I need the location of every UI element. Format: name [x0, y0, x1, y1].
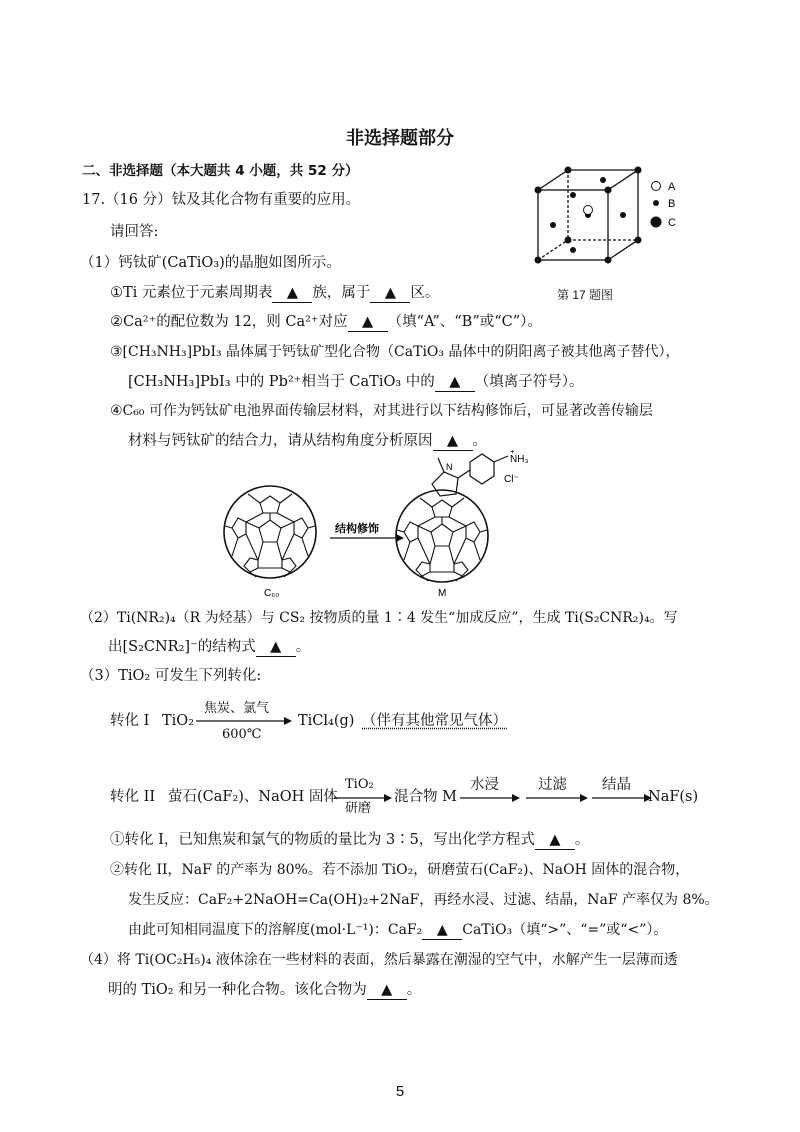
legend-c: C — [668, 217, 676, 229]
q17-part1-intro: （1）钙钛矿(CaTiO₃)的晶胞如图所示。 — [80, 255, 341, 271]
svg-text:Cl⁻: Cl⁻ — [504, 474, 519, 485]
svg-text:NH₃: NH₃ — [510, 454, 529, 465]
conv2-grind: 研磨 — [345, 801, 372, 816]
q17-1-4b: 材料与钙钛矿的结合力，请从结构角度分析原因 ▲ 。 — [128, 433, 487, 449]
conv1-temperature: 600℃ — [222, 727, 262, 742]
q17-part2a: （2）Ti(NR₂)₄（R 为烃基）与 CS₂ 按物质的量 1∶4 发生“加成反应”，生成 Ti(S₂CNR₂)₄。写 — [80, 610, 678, 626]
arrow-label: 结构修饰 — [335, 523, 379, 535]
m-label: M — [438, 588, 447, 599]
legend-a: A — [668, 181, 676, 193]
answer-blank[interactable]: ▲ — [272, 284, 312, 303]
q17-part4b: 明的 TiO₂ 和另一种化合物。该化合物为 ▲ 。 — [108, 982, 422, 998]
svg-text:+: + — [510, 450, 515, 456]
c60-modification-figure — [220, 450, 560, 600]
conv1-product: TiCl₄(g) — [298, 713, 355, 729]
conv2-crystallize: 结晶 — [602, 777, 631, 793]
q17-part4a: （4）将 Ti(OC₂H₅)₄ 液体涂在一些材料的表面，然后暴露在潮湿的空气中，水解产生一层薄而透 — [80, 952, 678, 968]
q17-part2b: 出[S₂CNR₂]⁻的结构式 ▲ 。 — [108, 639, 311, 655]
conv1-condition: 焦炭、氯气 — [204, 701, 270, 716]
q17-3-2b: 发生反应：CaF₂+2NaOH=Ca(OH)₂+2NaF，再经水浸、过滤、结晶，NaF 产率仅为 8%。 — [128, 892, 719, 908]
page-number: 5 — [395, 1083, 405, 1100]
q17-1-3b: [CH₃NH₃]PbI₃ 中的 Pb²⁺相当于 CaTiO₃ 中的 ▲ （填离子符号）。 — [128, 374, 584, 390]
q17-3-2c: 由此可知相同温度下的溶解度(mol·L⁻¹)：CaF₂ ▲ CaTiO₃（填“>”、“=”或“<”）。 — [128, 922, 668, 938]
q17-1-2: ②Ca²⁺的配位数为 12，则 Ca²⁺对应 ▲ （填“A”、“B”或“C”）。 — [110, 314, 542, 330]
q17-1-3a: ③[CH₃NH₃]PbI₃ 晶体属于钙钛矿型化合物（CaTiO₃ 晶体中的阴阳离子被其他离子替代）， — [110, 344, 680, 360]
answer-blank[interactable]: ▲ — [535, 831, 575, 850]
page-title: 非选择题部分 — [346, 128, 454, 149]
conv2-catalyst: TiO₂ — [345, 777, 374, 792]
answer-blank[interactable]: ▲ — [367, 981, 407, 1000]
q17-stem: 17.（16 分）钛及其化合物有重要的应用。 — [82, 192, 361, 208]
conv2-mixture: 混合物 M — [394, 789, 457, 805]
conv2-product: NaF(s) — [648, 789, 699, 805]
c60-label: C₆₀ — [264, 588, 280, 599]
q17-part3: （3）TiO₂ 可发生下列转化: — [80, 668, 262, 684]
conv1-label: 转化 I — [110, 713, 150, 729]
q17-3-2a: ②转化 II，NaF 的产率为 80%。若不添加 TiO₂，研磨萤石(CaF₂)、NaOH 固体的混合物， — [110, 862, 690, 878]
section-heading: 二、非选择题（本大题共 4 小题，共 52 分） — [82, 163, 359, 179]
conv1-arrow — [196, 716, 292, 726]
conv2-leach: 水浸 — [470, 777, 499, 793]
answer-blank[interactable]: ▲ — [348, 313, 388, 332]
conv2-arrow4 — [592, 793, 652, 803]
conv2-label: 转化 II — [110, 789, 156, 805]
answer-blank[interactable]: ▲ — [433, 432, 473, 451]
conv2-arrow2 — [460, 793, 520, 803]
conv2-reactant: 萤石(CaF₂)、NaOH 固体 — [168, 789, 338, 805]
answer-blank[interactable]: ▲ — [370, 284, 410, 303]
unit-cell-figure — [530, 162, 690, 274]
q17-1-1: ①Ti 元素位于元素周期表 ▲ 族，属于 ▲ 区。 — [110, 285, 440, 301]
conv2-filter: 过滤 — [538, 777, 567, 793]
answer-blank[interactable]: ▲ — [422, 921, 462, 940]
svg-text:N: N — [446, 462, 453, 472]
q17-3-1: ①转化 I，已知焦炭和氯气的物质的量比为 3∶5，写出化学方程式 ▲ 。 — [110, 832, 590, 848]
conv1-note: （伴有其他常见气体） — [362, 713, 507, 729]
answer-blank[interactable]: ▲ — [435, 373, 475, 392]
figure-caption: 第 17 题图 — [557, 288, 614, 302]
legend-b: B — [668, 198, 676, 210]
q17-1-4a: ④C₆₀ 可作为钙钛矿电池界面传输层材料，对其进行以下结构修饰后，可显著改善传输层 — [110, 403, 653, 419]
conv1-reactant: TiO₂ — [162, 713, 195, 729]
answer-blank[interactable]: ▲ — [256, 638, 296, 657]
q17-ask: 请回答: — [110, 224, 159, 240]
conv2-arrow3 — [526, 793, 588, 803]
